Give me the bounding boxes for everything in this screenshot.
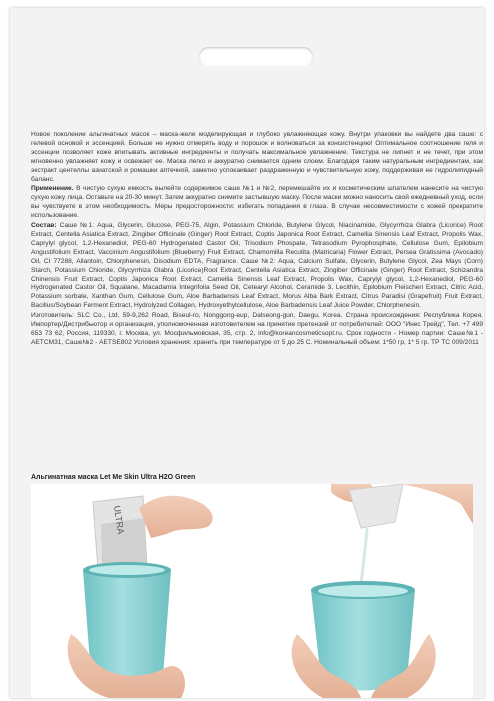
usage-label: Применение. [31, 185, 74, 193]
manufacturer-paragraph: Изготовитель: SLC Co., Ltd, 59-9,262 Road, Biseul-ro, Nonggong-eup, Dalseong-gun, Daegu, Korea. Страна происхождения: Республика Корея. Импортер/Дистрибьютор и организация, уполномоченная изготовителем на принятие претензий от потребителей: ООО "Инес Трейд", Тел. +7 499 653 73 62, Россия, 119330, г. Москва, ул. Мосфильмовская, 35, стр. 2, info@koreancosmeticsopt.ru. Срок годности - Номер партии: Саше№1 - AETCM31, Саше№2 - AETSE802 Условия хранения: хранить при температуре от 5 до 25 С. Номинальный объем: 1*50 гр, 1* 5 гр. ТР ТС 009/2011 [31, 312, 483, 346]
package-text [31, 131, 483, 349]
composition-text: Саше №1: Aqua, Glycerin, Glucose, PEG-75, Algin, Potassium Chloride, Butylene Glycol, Niacinamide, Glycyrrhiza Glabra (Licorice) Root Extract, Centella Asiatica Extract, Zingiber Officinale (Ginger) Root Extract, Coptis Japonica Root Extract, Camellia Sinensis Leaf Extract, Propolis Wax, Caprylyl glycol, 1,2-Hexanediol, PEG-60 Hydrogenated Castor Oil, Trisodium Phospate, Tetrasodium Pyrophosphate, Cellulose Gum, Epilobium Angustifolium Extract, Vaccinium Angustifolium (Blueberry) Fruit Extract, Chamomilla Recutita (Matricaria) Flower Extract, Persea Gratissima (Avocado) Oil, CI 77288, Allantoin, Chlorphenesin, Disodium EDTA, Fragrance. Саше №2: Aqua, Calcium Sulfate, Glycerin, Butylene Glycol, Zea Mays (Corn) Starch, Potassium Chloride, Glycyrrhiza Glabra (Licorice)Root Extract, Centella Asiatica Extract, Zingiber Officinale (Ginger) Root Extract, Schizandra Chinensis Fruit Extract, Coptis Japonica Root Extract, Camellia Sinensis Leaf Extract, Propolis Wax, Caprylyl glycol, 1,2-Hexanediol, PEG-60 Hydrogenated Castor Oil, Squalane, Macadamia Integrifolia Seed Oil, Cetearyl Alcohol, Ceramide 3, Lecithin, Epilobium Fleischeri Extract, Citric Acid, Potassium sorbate, Xanthan Gum, Cellulose Gum, Aloe Barbadensis Leaf Extract, Morus Alba Bark Extract, Citrus Paradisi (Grapefruit) Fruit Extract, Bacillus/Soybean Ferment Extract, Hydrolyzed Collagen, Hydroxyethylcellulose, Aloe Barbadensis Leaf Juice Powder, Chlorphenesin. [31, 222, 483, 310]
description-paragraph: Новое поколение альгинатных масок – маска-желе моделирующая и глубоко увлажняющая кожу. Внутри упаковки вы найдете два саше: с гелевой основой и эссенцией. Больше не нужно отмерять воду и порошок и волноваться за консистенцию! Оптимальное соотношение геля и эссенции позволяет коже впитывать активные ингредиенты и получать максимальное увлажнение. Текстура не липнет и не течет, при этом мгновенно увлажняет кожу и освежает ее. Маска легко и аккуратно снимается одним слоем. Благодаря таким натуральным ингредиентам, как экстракт центеллы азиатской и ромашки аптечной, заметно успокаивает раздраженную и чувствительную кожу, поддерживая ее гидролипидный баланс. [31, 131, 483, 183]
right-hand-top-icon [401, 484, 473, 524]
mask-preparation-illustration [31, 484, 473, 698]
product-photo [31, 484, 473, 698]
hang-hole [199, 47, 313, 66]
composition-paragraph [31, 222, 483, 311]
package-back [10, 8, 484, 698]
sachet-label: ULTRA [112, 504, 126, 535]
product-title: Альгинатная маска Let Me Skin Ultra H2O Green [31, 474, 196, 481]
usage-text: В чистую сухую емкость вылейте содержимое саше №1 и №2, перемешайте их и косметическим шпателем нанесите на чистую сухую кожу лица. Оставьте на 20-30 минут. Затем аккуратно снимите застывшую маску. После маски можно наносить свой ежедневный уход, если вы чувствуете в этом необходимость. Меры предосторожности: избегать попадания в глаза. В случае несовместимости с кожей прекратите использование. [31, 185, 483, 220]
left-hand-top-icon [139, 496, 213, 538]
essence-sachet-icon [349, 484, 403, 528]
usage-paragraph [31, 185, 483, 221]
composition-label: Состав: [31, 222, 57, 230]
